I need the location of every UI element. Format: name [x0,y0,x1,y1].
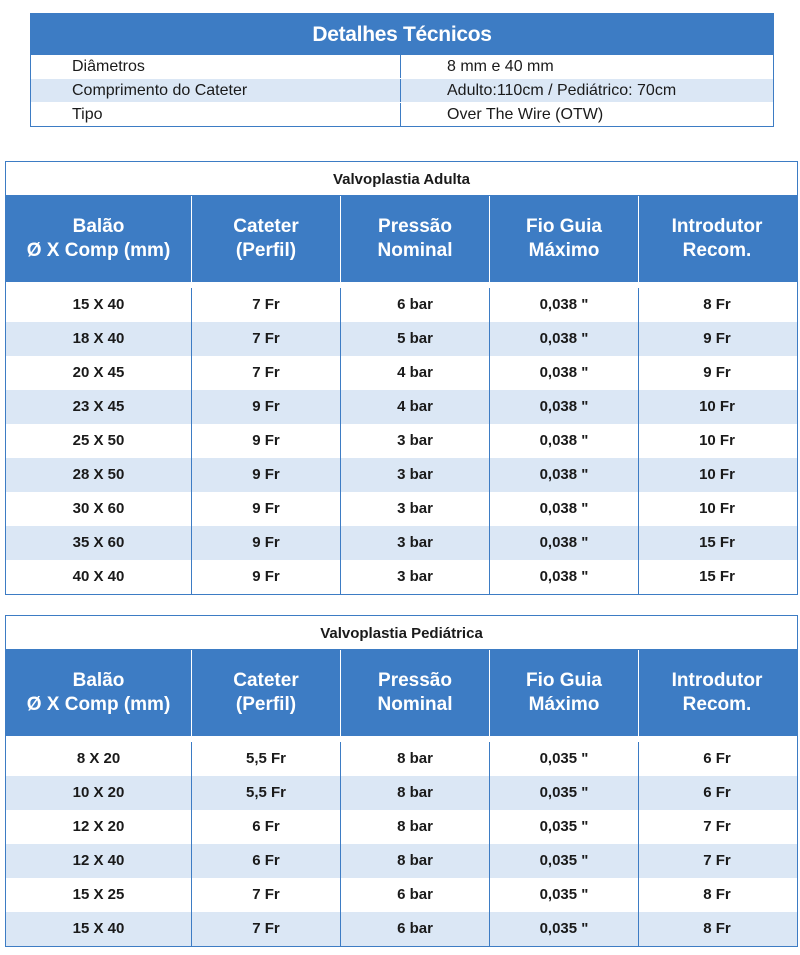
cell-nominal-pressure: 3 bar [340,492,489,526]
cell-max-guidewire: 0,038 " [489,390,638,424]
tech-row-type [31,102,773,126]
table-row [6,776,797,810]
header-pressure: Pressão Nominal [340,196,489,282]
table-row [6,526,797,560]
cell-catheter-profile: 7 Fr [191,878,340,912]
cell-catheter-profile: 9 Fr [191,526,340,560]
cell-nominal-pressure: 4 bar [340,390,489,424]
cell-catheter-profile: 9 Fr [191,560,340,594]
cell-balloon-size: 28 X 50 [72,466,125,483]
cell-recommended-introducer: 15 Fr [638,526,795,560]
cell-catheter-profile: 5,5 Fr [191,742,340,776]
cell-catheter-profile: 7 Fr [191,288,340,322]
table-row [6,560,797,594]
cell-nominal-pressure: 5 bar [340,322,489,356]
cell-balloon-size: 18 X 40 [72,330,125,347]
cell-max-guidewire: 0,038 " [489,288,638,322]
cell-catheter-profile: 6 Fr [191,810,340,844]
cell-max-guidewire: 0,035 " [489,878,638,912]
cell-recommended-introducer: 15 Fr [638,560,795,594]
table-row [6,878,797,912]
cell-balloon-size: 35 X 60 [72,534,125,551]
cell-nominal-pressure: 8 bar [340,844,489,878]
cell-balloon-size: 23 X 45 [72,398,125,415]
cell-recommended-introducer: 10 Fr [638,458,795,492]
cell-nominal-pressure: 3 bar [340,458,489,492]
header-catheter: Cateter (Perfil) [191,650,340,736]
cell-recommended-introducer: 8 Fr [638,912,795,946]
table-row [6,458,797,492]
tech-value: 8 mm e 40 mm [447,58,554,75]
table-row [6,844,797,878]
header-balloon: Balão Ø X Comp (mm) [26,670,171,715]
cell-recommended-introducer: 9 Fr [638,322,795,356]
cell-balloon-size: 10 X 20 [72,784,125,801]
cell-recommended-introducer: 10 Fr [638,492,795,526]
cell-balloon-size: 12 X 40 [72,852,125,869]
cell-catheter-profile: 9 Fr [191,492,340,526]
cell-nominal-pressure: 3 bar [340,526,489,560]
cell-balloon-size: 20 X 45 [72,364,125,381]
cell-balloon-size: 25 X 50 [72,432,125,449]
cell-catheter-profile: 7 Fr [191,356,340,390]
cell-recommended-introducer: 7 Fr [638,810,795,844]
cell-nominal-pressure: 3 bar [340,424,489,458]
cell-catheter-profile: 7 Fr [191,912,340,946]
cell-catheter-profile: 7 Fr [191,322,340,356]
cell-max-guidewire: 0,038 " [489,424,638,458]
cell-recommended-introducer: 8 Fr [638,878,795,912]
cell-catheter-profile: 6 Fr [191,844,340,878]
cell-max-guidewire: 0,038 " [489,526,638,560]
table-row [6,288,797,322]
header-guidewire: Fio Guia Máximo [489,196,638,282]
table-row [6,356,797,390]
cell-nominal-pressure: 3 bar [340,560,489,594]
tech-label: Comprimento do Cateter [31,79,401,102]
tech-details-table [30,13,774,127]
cell-recommended-introducer: 8 Fr [638,288,795,322]
cell-nominal-pressure: 4 bar [340,356,489,390]
cell-max-guidewire: 0,035 " [489,742,638,776]
table-row [6,742,797,776]
table-row [6,810,797,844]
cell-max-guidewire: 0,038 " [489,492,638,526]
tech-row-diameters [31,55,773,78]
table-row [6,424,797,458]
table-row [6,492,797,526]
cell-recommended-introducer: 7 Fr [638,844,795,878]
cell-nominal-pressure: 6 bar [340,912,489,946]
cell-max-guidewire: 0,038 " [489,322,638,356]
pediatric-table-title: Valvoplastia Pediátrica [6,616,797,650]
tech-row-catheter-length [31,78,773,102]
cell-balloon-size: 15 X 25 [72,886,125,903]
cell-nominal-pressure: 8 bar [340,776,489,810]
cell-nominal-pressure: 6 bar [340,878,489,912]
cell-nominal-pressure: 8 bar [340,742,489,776]
table-row [6,390,797,424]
tech-label: Diâmetros [31,55,401,78]
cell-nominal-pressure: 8 bar [340,810,489,844]
tech-details-title: Detalhes Técnicos [31,14,773,55]
cell-catheter-profile: 9 Fr [191,458,340,492]
cell-recommended-introducer: 10 Fr [638,424,795,458]
cell-recommended-introducer: 10 Fr [638,390,795,424]
table-row [6,322,797,356]
header-pressure: Pressão Nominal [340,650,489,736]
cell-nominal-pressure: 6 bar [340,288,489,322]
pediatric-table-body [6,742,797,946]
cell-catheter-profile: 9 Fr [191,424,340,458]
adult-table-body [6,288,797,594]
tech-label: Tipo [31,103,401,126]
adult-valvuloplasty-table [5,161,798,595]
header-introducer: Introdutor Recom. [638,196,795,282]
header-catheter: Cateter (Perfil) [191,196,340,282]
cell-max-guidewire: 0,035 " [489,912,638,946]
tech-value: Adulto:110cm / Pediátrico: 70cm [447,82,677,99]
cell-catheter-profile: 9 Fr [191,390,340,424]
cell-max-guidewire: 0,035 " [489,776,638,810]
cell-max-guidewire: 0,038 " [489,458,638,492]
cell-balloon-size: 30 X 60 [72,500,125,517]
adult-table-title: Valvoplastia Adulta [6,162,797,196]
cell-balloon-size: 12 X 20 [72,818,125,835]
cell-max-guidewire: 0,038 " [489,356,638,390]
cell-balloon-size: 8 X 20 [76,750,121,767]
adult-table-header [6,196,797,282]
cell-recommended-introducer: 6 Fr [638,776,795,810]
pediatric-table-header [6,650,797,736]
cell-catheter-profile: 5,5 Fr [191,776,340,810]
cell-max-guidewire: 0,038 " [489,560,638,594]
header-balloon: Balão Ø X Comp (mm) [26,216,171,261]
cell-max-guidewire: 0,035 " [489,810,638,844]
table-row [6,912,797,946]
cell-recommended-introducer: 6 Fr [638,742,795,776]
cell-balloon-size: 15 X 40 [72,920,125,937]
cell-balloon-size: 40 X 40 [72,568,125,585]
tech-value: Over The Wire (OTW) [447,106,604,123]
header-guidewire: Fio Guia Máximo [489,650,638,736]
cell-recommended-introducer: 9 Fr [638,356,795,390]
pediatric-valvuloplasty-table [5,615,798,947]
header-introducer: Introdutor Recom. [638,650,795,736]
cell-balloon-size: 15 X 40 [72,296,125,313]
cell-max-guidewire: 0,035 " [489,844,638,878]
